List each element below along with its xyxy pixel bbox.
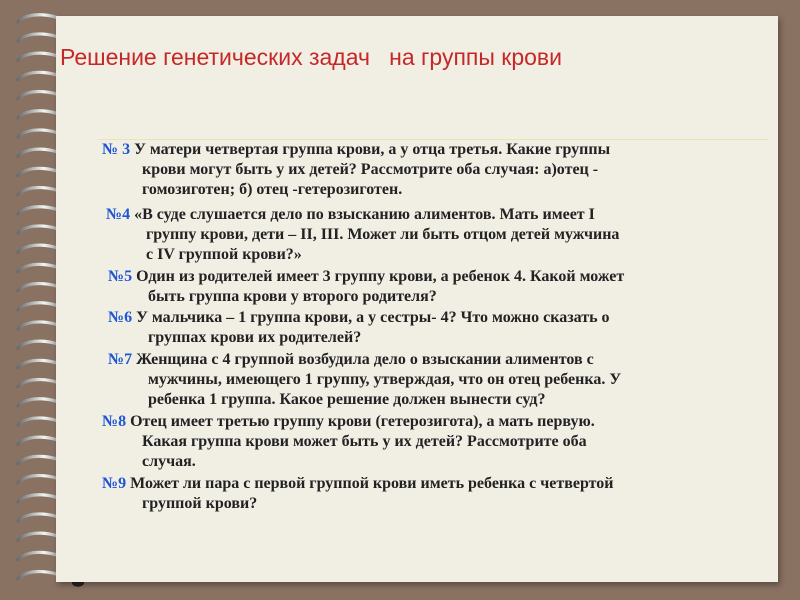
task-text-line: мужчины, имеющего 1 группу, утверждая, что он отец ребенка. У xyxy=(148,371,622,388)
task-item-9 xyxy=(102,474,614,514)
task-text-line: гомозиготен; б) отец -гетерозиготен. xyxy=(142,181,403,198)
task-text-line: Может ли пара с первой группой крови иметь ребенка с четвертой xyxy=(130,475,614,492)
task-number: №7 xyxy=(108,351,133,368)
task-text-line: быть группа крови у второго родителя? xyxy=(148,288,437,305)
task-item-7 xyxy=(108,350,621,410)
task-text-line: крови могут быть у их детей? Рассмотрите оба случая: а)отец - xyxy=(142,161,599,178)
task-text-line: Один из родителей имеет 3 группу крови, а ребенок 4. Какой может xyxy=(136,268,625,285)
task-item-6 xyxy=(108,308,610,348)
task-text-line: «В суде слушается дело по взысканию алиментов. Мать имеет I xyxy=(134,206,595,223)
task-item-4 xyxy=(106,205,619,265)
task-number: № 3 xyxy=(102,141,131,158)
task-text-line: ребенка 1 группа. Какое решение должен вынести суд? xyxy=(148,391,546,408)
task-item-8 xyxy=(102,412,595,472)
task-item-5 xyxy=(108,267,624,307)
task-number: №5 xyxy=(108,268,133,285)
task-text-line: группу крови, дети – II, III. Может ли быть отцом детей мужчина xyxy=(146,226,620,243)
task-number: №9 xyxy=(102,475,127,492)
task-text-line: группах крови их родителей? xyxy=(148,329,362,346)
page-title: Решение генетических задач на группы крови xyxy=(60,44,563,70)
task-text-line: Женщина с 4 группой возбудила дело о взыскании алиментов с xyxy=(136,351,594,368)
task-item-3 xyxy=(102,140,610,200)
task-text-line: Какая группа крови может быть у их детей? Рассмотрите оба xyxy=(142,433,587,450)
task-number: №6 xyxy=(108,309,133,326)
task-text-line: У матери четвертая группа крови, а у отца третья. Какие группы xyxy=(134,141,611,158)
task-text-line: случая. xyxy=(142,453,196,470)
task-text-line: с IV группой крови?» xyxy=(146,246,302,263)
task-text-line: Отец имеет третью группу крови (гетерозигота), а мать первую. xyxy=(130,413,595,430)
task-number: №8 xyxy=(102,413,127,430)
task-text-line: группой крови? xyxy=(142,495,258,512)
task-number: №4 xyxy=(106,206,131,223)
task-text-line: У мальчика – 1 группа крови, а у сестры- 4? Что можно сказать о xyxy=(136,309,610,326)
